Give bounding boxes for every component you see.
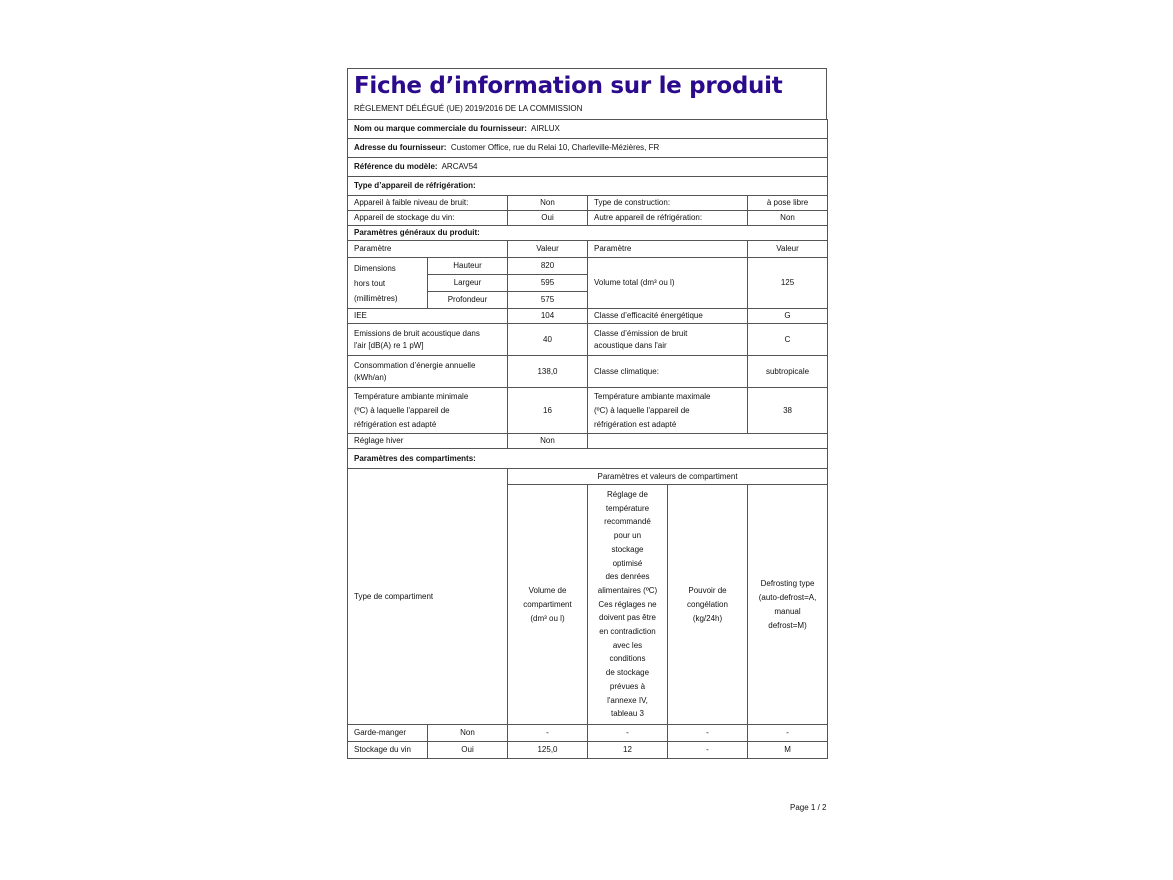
noise-row — [348, 324, 828, 356]
compartment-volume: 125,0 — [508, 742, 588, 759]
dimensions-label: Dimensions hors tout (millimètres) — [348, 258, 428, 309]
wine-storage-label: Appareil de stockage du vin: — [348, 211, 508, 226]
consumption-row — [348, 356, 828, 388]
value-header-left: Valeur — [508, 241, 588, 258]
depth-value: 575 — [508, 292, 588, 309]
param-header-left: Paramètre — [348, 241, 508, 258]
supplier-name-label: Nom ou marque commerciale du fournisseur: — [354, 124, 527, 133]
climate-class-label: Classe climatique: — [588, 356, 748, 388]
freezing-capacity-header: Pouvoir de congélation (kg/24h) — [668, 485, 748, 725]
compartment-defrost: - — [748, 725, 828, 742]
height-value: 820 — [508, 258, 588, 275]
noise-class-value: C — [748, 324, 828, 356]
winter-setting-value: Non — [508, 434, 588, 449]
compartment-temperature: 12 — [588, 742, 668, 759]
compartment-freezing: - — [668, 742, 748, 759]
supplier-name-value: AIRLUX — [530, 124, 560, 133]
min-temperature-value: 16 — [508, 388, 588, 434]
width-label: Largeur — [428, 275, 508, 292]
appliance-type-heading: Type d’appareil de réfrigération: — [348, 177, 828, 196]
energy-class-value: G — [748, 309, 828, 324]
width-value: 595 — [508, 275, 588, 292]
winter-setting-row — [348, 434, 828, 449]
supplier-address-row — [348, 139, 828, 158]
compartment-freezing: - — [668, 725, 748, 742]
param-header-right: Paramètre — [588, 241, 748, 258]
ambient-temperature-row — [348, 388, 828, 434]
winter-setting-label: Réglage hiver — [348, 434, 508, 449]
regulation-reference: RÈGLEMENT DÉLÉGUÉ (UE) 2019/2016 DE LA COMMISSION — [354, 104, 583, 113]
other-appliance-value: Non — [748, 211, 828, 226]
compartment-present: Non — [428, 725, 508, 742]
general-parameters-heading-row — [348, 226, 828, 241]
depth-label: Profondeur — [428, 292, 508, 309]
noise-emission-label: Emissions de bruit acoustique dans l'air [dB(A) re 1 pW] — [348, 324, 508, 356]
max-temperature-label: Température ambiante maximale (ºC) à laquelle l'appareil de réfrigération est adapté — [588, 388, 748, 434]
construction-value: à pose libre — [748, 196, 828, 211]
min-temperature-label: Température ambiante minimale (ºC) à laquelle l'appareil de réfrigération est adapté — [348, 388, 508, 434]
document-title: Fiche d’information sur le produit — [354, 73, 783, 99]
low-noise-label: Appareil à faible niveau de bruit: — [348, 196, 508, 211]
compartment-volume: - — [508, 725, 588, 742]
max-temperature-value: 38 — [748, 388, 828, 434]
dimensions-row-height — [348, 258, 828, 275]
appliance-type-row-1 — [348, 196, 828, 211]
height-label: Hauteur — [428, 258, 508, 275]
eei-label: IEE — [348, 309, 508, 324]
compartment-type-header: Type de compartiment — [348, 469, 508, 725]
compartment-temperature: - — [588, 725, 668, 742]
supplier-name-row — [348, 120, 828, 139]
sheet-header — [347, 68, 827, 119]
recommended-temperature-header: Réglage de température recommandé pour un stockage optimisé des denrées alimentaires (ºC) Ces réglages ne doivent pas être en contradiction avec les conditions de stockage prévues à l'annexe IV, tableau 3 — [588, 485, 668, 725]
appliance-type-heading-row — [348, 177, 828, 196]
table-row — [348, 742, 828, 759]
climate-class-value: subtropicale — [748, 356, 828, 388]
defrosting-type-header: Defrosting type (auto-defrost=A, manual defrost=M) — [748, 485, 828, 725]
eei-row — [348, 309, 828, 324]
eei-value: 104 — [508, 309, 588, 324]
wine-storage-value: Oui — [508, 211, 588, 226]
compartment-group-header: Paramètres et valeurs de compartiment — [508, 469, 828, 485]
value-header-right: Valeur — [748, 241, 828, 258]
compartments-heading-row — [348, 449, 828, 469]
total-volume-value: 125 — [748, 258, 828, 309]
compartments-group-header-row — [348, 469, 828, 485]
page-number: Page 1 / 2 — [790, 803, 827, 812]
product-information-sheet — [347, 68, 827, 759]
product-info-table — [347, 119, 828, 759]
general-header-row — [348, 241, 828, 258]
table-row — [348, 725, 828, 742]
supplier-address-value: Customer Office, rue du Relai 10, Charleville-Mézières, FR — [450, 143, 660, 152]
low-noise-value: Non — [508, 196, 588, 211]
general-parameters-heading: Paramètres généraux du produit: — [348, 226, 828, 241]
annual-consumption-value: 138,0 — [508, 356, 588, 388]
construction-label: Type de construction: — [588, 196, 748, 211]
other-appliance-label: Autre appareil de réfrigération: — [588, 211, 748, 226]
annual-consumption-label: Consommation d’énergie annuelle (kWh/an) — [348, 356, 508, 388]
compartment-present: Oui — [428, 742, 508, 759]
compartment-name: Stockage du vin — [348, 742, 428, 759]
total-volume-label: Volume total (dm³ ou l) — [588, 258, 748, 309]
model-reference-value: ARCAV54 — [441, 162, 478, 171]
compartment-name: Garde-manger — [348, 725, 428, 742]
appliance-type-row-2 — [348, 211, 828, 226]
noise-emission-value: 40 — [508, 324, 588, 356]
noise-class-label: Classe d’émission de bruit acoustique dans l'air — [588, 324, 748, 356]
compartment-defrost: M — [748, 742, 828, 759]
compartments-heading: Paramètres des compartiments: — [348, 449, 828, 469]
model-reference-label: Référence du modèle: — [354, 162, 438, 171]
model-reference-row — [348, 158, 828, 177]
supplier-address-label: Adresse du fournisseur: — [354, 143, 447, 152]
energy-class-label: Classe d’efficacité énergétique — [588, 309, 748, 324]
compartment-volume-header: Volume de compartiment (dm³ ou l) — [508, 485, 588, 725]
